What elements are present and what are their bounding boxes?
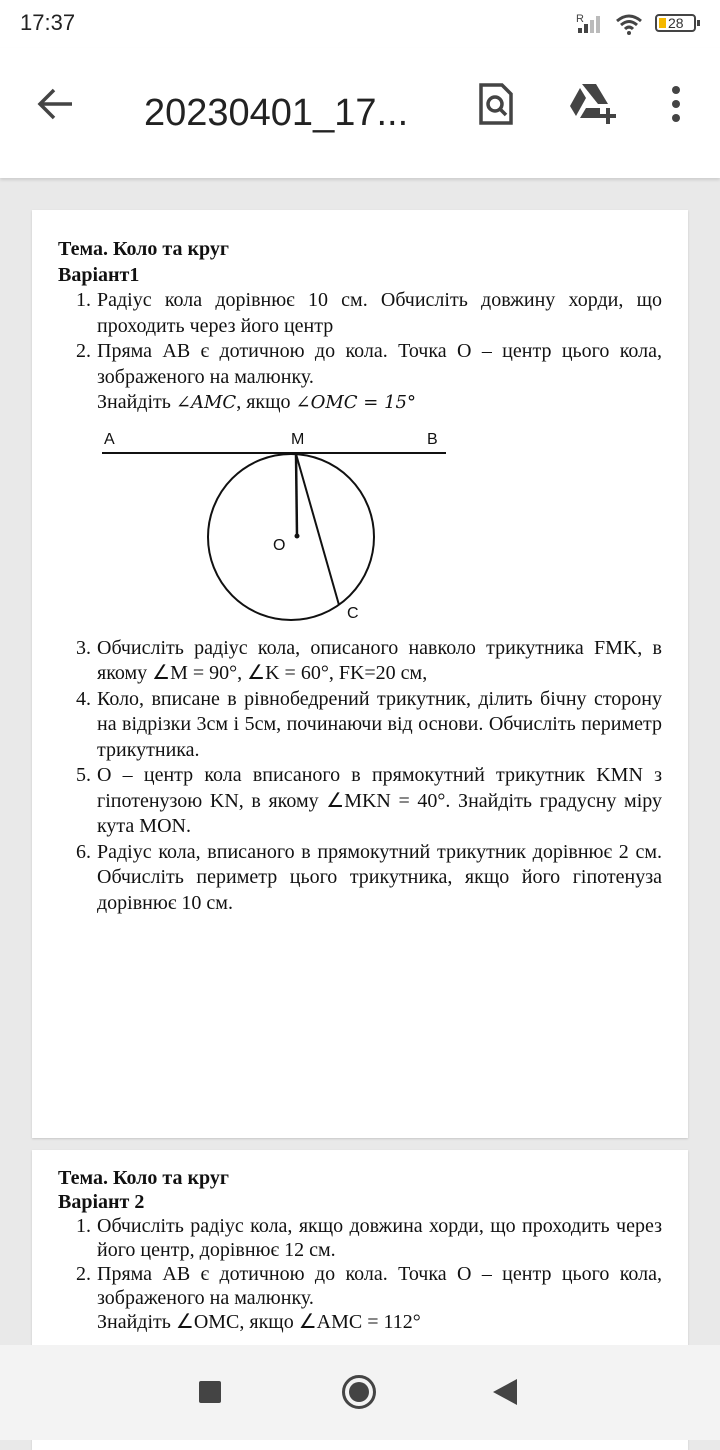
task-find-text: , якщо [236,391,296,413]
signal-icon [576,12,604,36]
tangent-circle-figure [58,418,478,636]
task-item [58,636,662,687]
task-item [58,1262,662,1334]
task-number: 1. [76,1215,91,1237]
label-m: M [291,430,305,448]
roaming-indicator: R [576,13,584,25]
system-nav-bar [0,1345,720,1440]
topic-heading: Тема. Коло та круг [58,238,229,260]
wifi-icon [614,12,644,36]
task-item [58,1214,662,1262]
task-item [58,288,662,339]
label-b: B [427,430,438,448]
document-page-1 [32,210,688,1138]
task-text: Пряма АВ є дотичною до кола. Точка О – центр цього кола, зображеного на малюнку. [97,340,662,388]
task-item [58,687,662,764]
battery-level: 28 [668,15,684,31]
status-time: 17:37 [20,10,76,35]
task-item [58,840,662,917]
task-text: Радіус кола, вписаного в прямокутний трикутник дорівнює 2 см. Обчисліть периметр цього трикутника, якщо його гіпотенуза дорівнює 10 см. [97,840,662,914]
task-text: Обчисліть радіус кола, якщо довжина хорди, що проходить через його центр, дорівнює 12 см. [97,1215,662,1261]
label-o: O [273,536,286,554]
page-2-content [58,1166,662,1334]
task-number: 6. [76,840,91,863]
battery-icon [655,14,696,32]
page-1-content [58,237,662,916]
chord-mc [296,454,339,605]
task-number: 3. [76,636,91,659]
task-number: 4. [76,687,91,710]
task-text: Пряма АВ є дотичною до кола. Точка О – центр цього кола, зображеного на малюнку. [97,1263,662,1309]
status-bar [0,0,720,48]
home-button[interactable] [342,1375,376,1409]
task-find-text: Знайдіть [97,391,176,413]
document-title: 20230401_17... [144,92,409,134]
more-vert-icon[interactable] [668,84,684,124]
task-find-text: Знайдіть ∠OMC, якщо ∠AMC = 112° [97,1311,421,1333]
recents-button[interactable] [199,1381,221,1403]
task-text: О – центр кола вписаного в прямокутний трикутник KMN з гіпотенузою KN, в якому ∠MKN = 40°. Знайдіть градусну міру кута MON. [97,764,662,837]
center-point-o [295,533,300,538]
task-text: Радіус кола дорівнює 10 см. Обчисліть довжину хорди, що проходить через його центр [97,289,662,337]
radius-om [296,454,297,536]
variant-heading: Варіант 2 [58,1191,145,1213]
math-expr: ∠AMC [175,392,237,413]
task-number: 1. [76,289,91,311]
back-button[interactable] [493,1379,517,1405]
task-item [58,339,662,636]
task-text: Обчисліть радіус кола, описаного навколо трикутника FMK, в якому ∠M = 90°, ∠K = 60°, FK=20 см, [97,636,662,684]
variant-heading: Варіант1 [58,263,140,286]
topic-heading: Тема. Коло та круг [58,1167,229,1189]
app-bar [0,48,720,178]
label-c: C [347,604,359,622]
circle [208,454,374,620]
task-text: Коло, вписане в рівнобедрений трикутник, ділить бічну сторону на відрізки 3см і 5см, починаючи від основи. Обчисліть периметр трикутника. [97,687,662,761]
task-number: 5. [76,764,91,786]
back-arrow-icon[interactable] [36,86,76,122]
label-a: A [104,430,115,448]
task-number: 2. [76,1263,91,1285]
find-in-page-icon[interactable] [478,82,514,126]
math-expr: ∠OMC = 15° [295,392,417,413]
task-item [58,763,662,840]
task-number: 2. [76,340,91,362]
add-to-drive-icon[interactable] [568,82,618,126]
